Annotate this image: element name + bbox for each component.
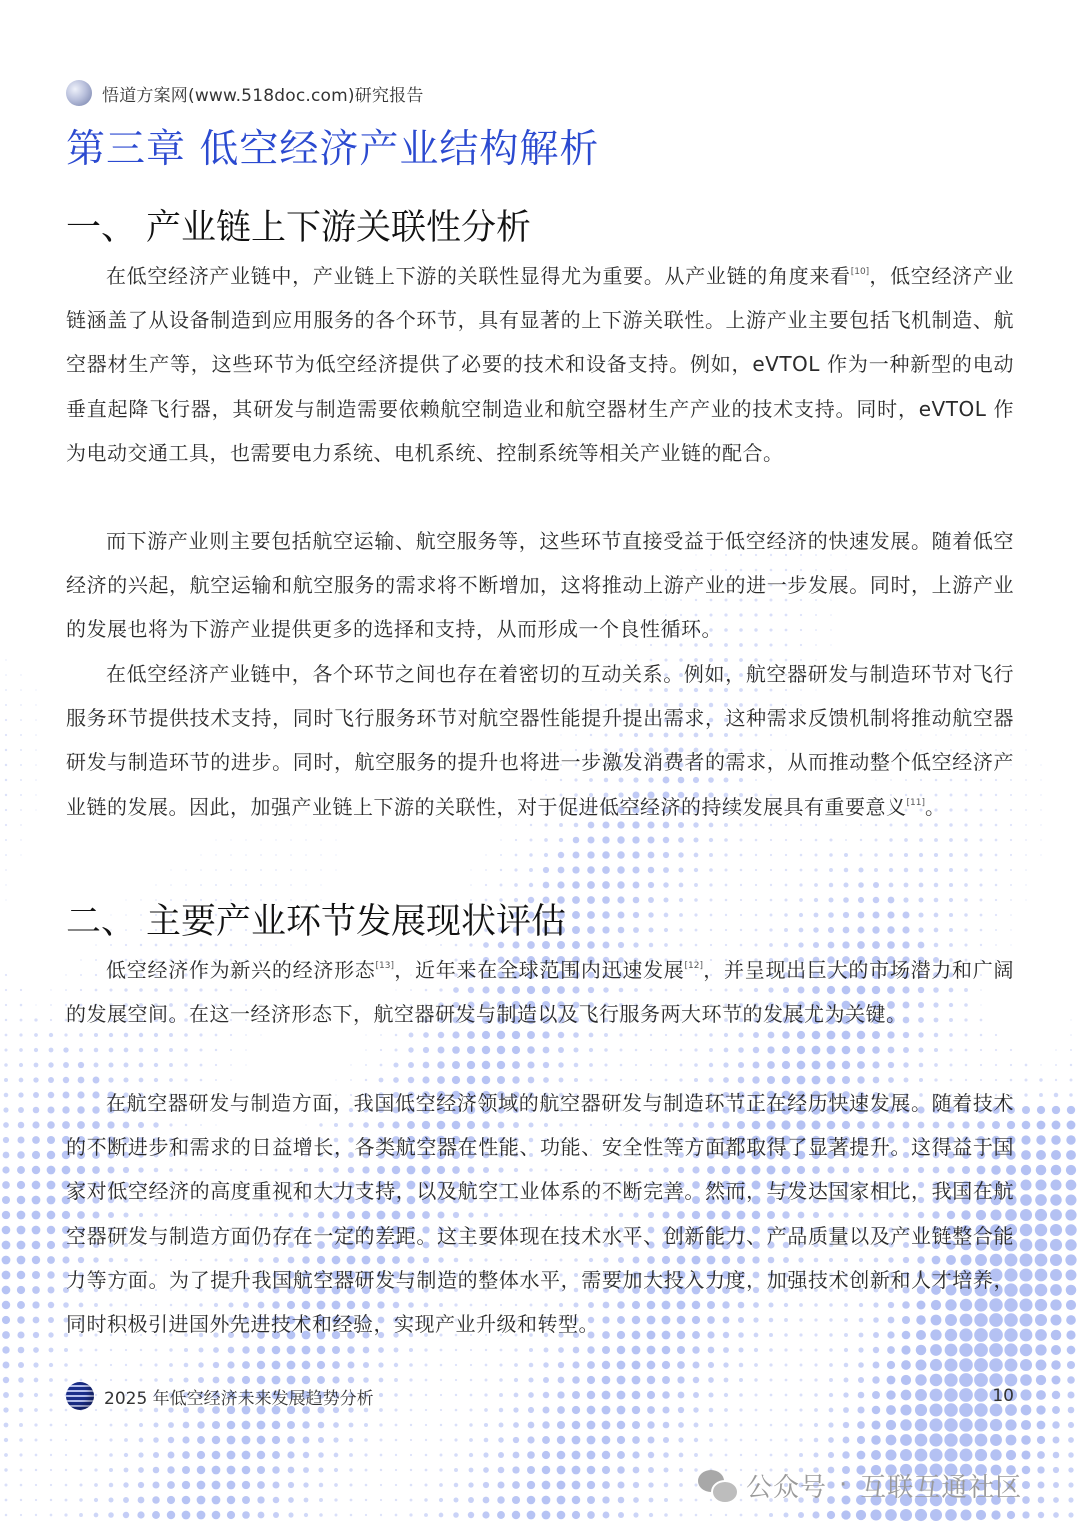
watermark-separator: · <box>839 1470 849 1500</box>
section-2-paragraph-2 <box>66 1081 1014 1346</box>
header-source-text: 悟道方案网(www.518doc.com)研究报告 <box>102 85 424 106</box>
paragraph-text: 。 <box>924 794 946 819</box>
paragraph-text: 在低空经济产业链中，产业链上下游的关联性显得尤为重要。从产业链的角度来看 <box>106 264 851 288</box>
citation-ref: [10] <box>850 267 870 277</box>
paragraph-text: 而下游产业则主要包括航空运输、航空服务等，这些环节直接受益于低空经济的快速发展。随着低空经济的兴起，航空运输和航空服务的需求将不断增加，这将推动上游产业的进一步发展。同时，上游产业的发展也将为下游产业提供更多的选择和支持，从而形成一个良性循环。 <box>66 529 1014 642</box>
section-1-paragraph-1 <box>66 254 1014 475</box>
section-1-title: 产业链上下游关联性分析 <box>146 208 532 248</box>
section-2-number: 二、 <box>66 902 137 942</box>
section-2-title: 主要产业环节发展现状评估 <box>146 902 567 942</box>
report-header <box>66 79 424 107</box>
section-2-paragraph-1 <box>66 948 1014 1036</box>
paragraph-text: 在航空器研发与制造方面，我国低空经济领域的航空器研发与制造环节正在经历快速发展。随着技术的不断进步和需求的日益增长，各类航空器在性能、功能、安全性等方面都取得了显著提升。这得益于国家对低空经济的高度重视和大力支持，以及航空工业体系的不断完善。然而，与发达国家相比，我国在航空器研发与制造方面仍存在一定的差距。这主要体现在技术水平、创新能力、产品质量以及产业链整合能力等方面。为了提升我国航空器研发与制造的整体水平，需要加大投入力度，加强技术创新和人才培养，同时积极引进国外先进技术和经验，实现产业升级和转型。 <box>66 1091 1014 1337</box>
wechat-watermark <box>698 1466 1022 1504</box>
citation-ref: [13] <box>375 961 395 971</box>
section-1-paragraph-2 <box>66 519 1014 652</box>
section-1-number: 一、 <box>66 208 137 248</box>
logo-sphere-icon <box>66 80 92 106</box>
paragraph-text: ，低空经济产业链涵盖了从设备制造到应用服务的各个环节，具有显著的上下游关联性。上游产业主要包括飞机制造、航空器材生产等，这些环节为低空经济提供了必要的技术和设备支持。例如，eVTOL 作为一种新型的电动垂直起降飞行器，其研发与制造需要依赖航空制造业和航空器材生产产业的技术支持。同时，eVTOL 作为电动交通工具，也需要电力系统、电机系统、控制系统等相关产业链的配合。 <box>66 264 1015 465</box>
watermark-label: 公众号 <box>746 1472 828 1503</box>
paragraph-text: ，近年来在全球范围内迅速发展 <box>394 958 685 982</box>
citation-ref: [12] <box>684 961 704 971</box>
page-number: 10 <box>992 1386 1014 1406</box>
section-2-heading <box>66 896 566 948</box>
paragraph-text: 在低空经济产业链中，各个环节之间也存在着密切的互动关系。例如，航空器研发与制造环节对飞行服务环节提供技术支持，同时飞行服务环节对航空器性能提升提出需求，这种需求反馈机制将推动航空器研发与制造环节的进步。同时，航空服务的提升也将进一步激发消费者的需求，从而推动整个低空经济产业链的发展。因此，加强产业链上下游的关联性，对于促进低空经济的持续发展具有重要意义 <box>66 662 1014 819</box>
page-footer <box>66 1381 1014 1411</box>
paragraph-text: 低空经济作为新兴的经济形态 <box>106 958 376 982</box>
wechat-icon <box>698 1468 738 1502</box>
section-1-heading <box>66 202 531 254</box>
chapter-title: 第三章 低空经济产业结构解析 <box>66 127 600 172</box>
paragraph-text: ，并呈现出巨大的市场潜力和广阔的发展空间。在这一经济形态下，航空器研发与制造以及飞行服务两大环节的发展尤为关键。 <box>66 958 1015 1027</box>
watermark-account-name: 互联互通社区 <box>860 1472 1023 1503</box>
section-1-paragraph-3 <box>66 652 1014 829</box>
footer-report-title: 2025 年低空经济未来发展趋势分析 <box>104 1388 374 1409</box>
citation-ref: [11] <box>906 797 925 808</box>
globe-logo-icon <box>66 1382 94 1410</box>
